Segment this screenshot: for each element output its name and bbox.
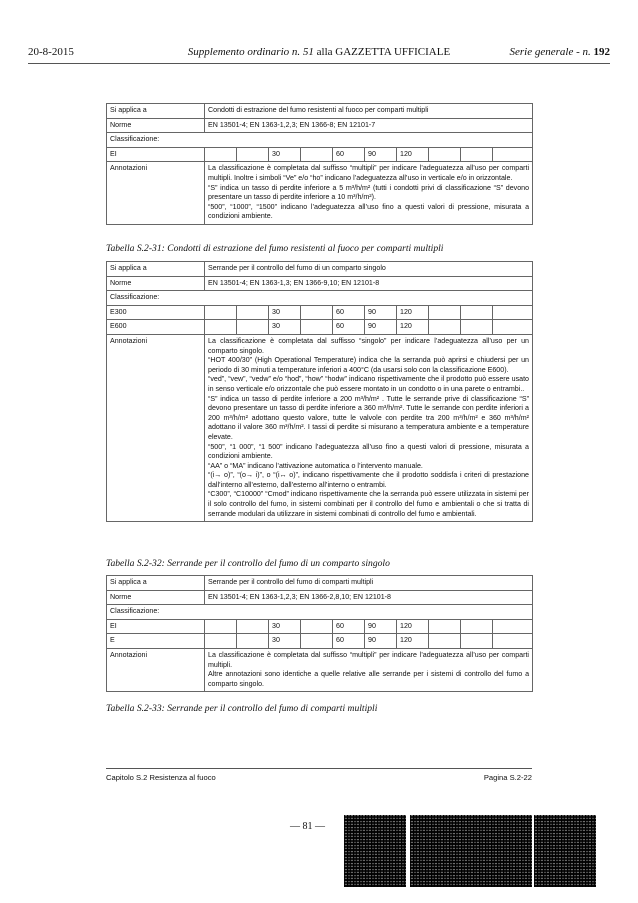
applies-value: Serrande per il controllo del fumo di un comparto singolo (205, 262, 533, 277)
table-s2-33 (106, 575, 533, 692)
class-cell: 120 (397, 619, 429, 634)
class-cell (493, 147, 533, 162)
note: “S” indica un tasso di perdite inferiore a 200 m³/h/m² . Tutte le serrande prive di classificazione “S” devono presentare un tasso di perdite inferiore a 360 m³/h/m². Tutte le serrande con perdite inferiori a 200 m³/h/m² adottano questo valore, tutte le valvole con perdite tra 200 m³/h/m² e 360 m³/h/m² adottano il valore 360 m³/h/m². I tassi di perdite si misurano a temperatura ambiente e a temperature elevate. (208, 394, 529, 441)
class-cell (493, 634, 533, 649)
class-cell (493, 619, 533, 634)
applies-label: Si applica a (107, 262, 205, 277)
table-s2-31 (106, 103, 533, 225)
note: “S” indica un tasso di perdite inferiore a 5 m³/h/m² (tutti i condotti privi di classificazione “S” devono presentare un tasso di perdite inferiore a 10 m³/h/m²). (208, 183, 530, 202)
class-cell: 120 (397, 634, 429, 649)
class-cell (301, 634, 333, 649)
note: “500”, “1000”, “1500” indicano l’adeguatezza all’uso fino a questi valori di pressione, misurata a condizioni ambiente. (208, 202, 530, 221)
qr-code-3 (470, 815, 532, 887)
applies-value: Condotti di estrazione del fumo resistenti al fuoco per comparti multipli (205, 104, 533, 119)
qr-code-2 (410, 815, 472, 887)
class-cell: 60 (333, 147, 365, 162)
note: “500”, “1 000”, “1 500” indicano l’adeguatezza all’uso fino a questi valori di pressione, misurata a condizioni ambiente. (208, 442, 529, 461)
page-number: — 81 — (290, 821, 325, 832)
class-cell (237, 634, 269, 649)
header-publication: Supplemento ordinario n. 51 alla GAZZETTA UFFICIALE (187, 46, 451, 58)
class-cell: 90 (365, 320, 397, 335)
norms-label: Norme (107, 276, 205, 291)
qr-code-4 (534, 815, 596, 887)
class-cell: 90 (365, 305, 397, 320)
class-cell (461, 619, 493, 634)
header-series: Serie generale - n. 192 (509, 46, 610, 58)
classification-label: Classificazione: (107, 605, 533, 620)
notes-cell (205, 162, 533, 225)
table-s2-32 (106, 261, 533, 522)
applies-label: Si applica a (107, 576, 205, 591)
qr-code-1 (344, 815, 406, 887)
note: “C300”, “C10000” “Cmod” indicano rispettivamente che la serranda può essere utilizzata in sistemi per il solo controllo del fumo, in sistemi combinati per il controllo del fumo e ambientali o che si tratta di serrande modulari da utilizzare in sistemi combinati di controllo del fumo e ambientali. (208, 490, 529, 518)
class-cell (301, 320, 333, 335)
header-rule (28, 63, 610, 64)
norms-label: Norme (107, 118, 205, 133)
notes-cell (205, 648, 533, 691)
class-cell (205, 320, 237, 335)
class-cell (493, 305, 533, 320)
footer-rule (106, 768, 532, 769)
table-row (107, 634, 533, 649)
class-cell: 90 (365, 619, 397, 634)
class-cell: 30 (269, 619, 301, 634)
class-cell (237, 305, 269, 320)
note: “HOT 400/30” (High Operational Temperature) indica che la serranda può aprirsi e chiudersi per un periodo di 30 minuti a temperature inferiori a 400°C (da usarsi solo con la classificazione E600). (208, 356, 529, 374)
class-label: EI (107, 147, 205, 162)
class-cell (429, 634, 461, 649)
page-footer (106, 773, 532, 782)
class-cell: 30 (269, 147, 301, 162)
class-cell (205, 619, 237, 634)
class-cell (493, 320, 533, 335)
notes-label: Annotazioni (107, 334, 205, 521)
class-cell (429, 619, 461, 634)
class-label: E (107, 634, 205, 649)
class-cell: 90 (365, 634, 397, 649)
class-cell (301, 305, 333, 320)
class-cell (461, 634, 493, 649)
class-cell: 60 (333, 320, 365, 335)
notes-label: Annotazioni (107, 162, 205, 225)
class-cell (237, 320, 269, 335)
footer-chapter: Capitolo S.2 Resistenza al fuoco (106, 773, 216, 782)
caption-s2-33: Tabella S.2-33: Serrande per il controllo del fumo di comparti multipli (106, 703, 378, 714)
note: La classificazione è completata dal suffisso “singolo” per indicare l’adeguatezza all’uso per un comparto singolo. (208, 336, 529, 355)
class-cell (461, 305, 493, 320)
notes-cell (205, 334, 533, 521)
class-cell (205, 634, 237, 649)
class-label: E600 (107, 320, 205, 335)
class-cell (429, 320, 461, 335)
class-cell: 30 (269, 305, 301, 320)
note: La classificazione è completata dal suffisso “multipli” per indicare l’adeguatezza all’uso per comparti multipli. Inoltre i simboli “Ve” e/o “ho” indicano l’adeguatezza all’uso in verticale e/o in orizzontale. (208, 164, 530, 182)
norms-label: Norme (107, 590, 205, 605)
class-cell (237, 619, 269, 634)
caption-s2-31: Tabella S.2-31: Condotti di estrazione del fumo resistenti al fuoco per comparti multipli (106, 243, 444, 254)
class-cell: 60 (333, 634, 365, 649)
class-label: E300 (107, 305, 205, 320)
class-cell (429, 147, 461, 162)
applies-value: Serrande per il controllo del fumo di comparti multipli (205, 576, 533, 591)
note: “AA” o “MA” indicano l’attivazione automatica o l’intervento manuale. (208, 461, 423, 470)
norms-value: EN 13501-4; EN 1363-1,2,3; EN 1366-8; EN 12101-7 (205, 118, 533, 133)
norms-value: EN 13501-4; EN 1363-1,3; EN 1366-9,10; EN 12101-8 (205, 276, 533, 291)
class-cell: 90 (365, 147, 397, 162)
class-cell: 60 (333, 619, 365, 634)
table-row (107, 305, 533, 320)
note: “(i→ o)”, “(o→ i)”, o “(i↔ o)”, indicano rispettivamente che il prodotto soddisfa i criteri di prestazione dall’interno all’esterno, dall’esterno all’interno o entrambi. (208, 471, 529, 489)
class-cell (301, 619, 333, 634)
class-cell (301, 147, 333, 162)
caption-s2-32: Tabella S.2-32: Serrande per il controllo del fumo di un comparto singolo (106, 558, 390, 569)
applies-label: Si applica a (107, 104, 205, 119)
class-cell: 120 (397, 320, 429, 335)
header-date: 20-8-2015 (28, 46, 74, 58)
norms-value: EN 13501-4; EN 1363-1,2,3; EN 1366-2,8,10; EN 12101-8 (205, 590, 533, 605)
class-cell (461, 320, 493, 335)
class-cell: 120 (397, 305, 429, 320)
notes-label: Annotazioni (107, 648, 205, 691)
table-row (107, 320, 533, 335)
class-cell: 60 (333, 305, 365, 320)
class-label: EI (107, 619, 205, 634)
class-cell: 30 (269, 320, 301, 335)
class-cell: 30 (269, 634, 301, 649)
page-header (28, 46, 610, 62)
classification-label: Classificazione: (107, 133, 533, 148)
table-row (107, 147, 533, 162)
class-cell (205, 147, 237, 162)
footer-page: Pagina S.2-22 (483, 773, 532, 782)
class-cell (461, 147, 493, 162)
class-cell: 120 (397, 147, 429, 162)
table-row (107, 619, 533, 634)
note: La classificazione è completata dal suffisso “multipli” per indicare l’adeguatezza all’uso per comparti multipli. (208, 650, 530, 669)
classification-label: Classificazione: (107, 291, 533, 306)
class-cell (429, 305, 461, 320)
class-cell (205, 305, 237, 320)
class-cell (237, 147, 269, 162)
note: Altre annotazioni sono identiche a quelle relative alle serrande per i sistemi di controllo del fumo a comparto singolo. (208, 670, 530, 688)
note: “ved”, “vew”, “vedw” e/o “hod”, “how” “hodw” indicano rispettivamente che il prodotto può essere usato in senso verticale e/o orizzontale che può essere montato in un condotto o in una parete o entrambi.. (208, 375, 529, 393)
